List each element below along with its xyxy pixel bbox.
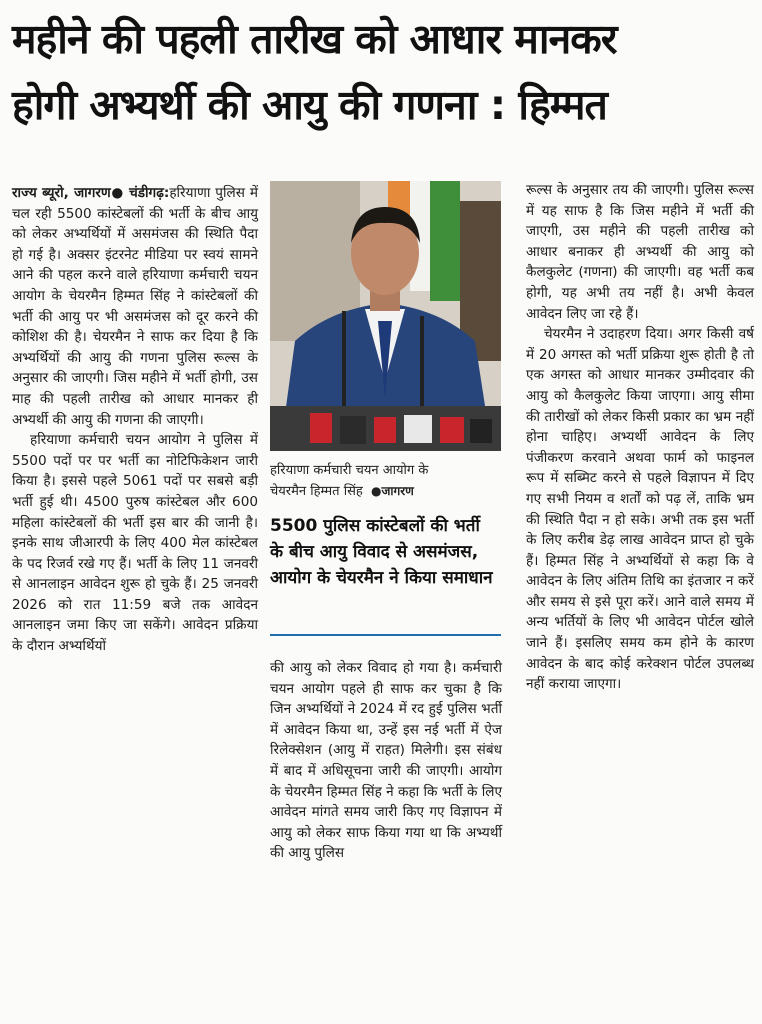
headline-line-2: होगी अभ्यर्थी की आयु की गणना : हिम्मत — [12, 81, 607, 129]
column-3-paragraph-2: चेयरमैन ने उदाहरण दिया। अगर किसी वर्ष में 20 अगस्त को भर्ती प्रक्रिया शुरू होती है तो एक अगस्त को आधार मानकर उम्मीदवार की आयु को कैलकुलेट किया जाएगा। आयु सीमा की तारीखों को लेकर किसी प्रकार का भ्रम नहीं होना चाहिए। अभ्यर्थी आवेदन के लिए पंजीकरण करवाने अथवा फार्म को फाइनल रूप में सब्मिट करने से पहले विज्ञापन में दिए गए सभी नियम व शर्तों को पढ़ लें, ताकि भ्रम की स्थिति पैदा न हो सके। अभी तक इस भर्ती के लिए करीब डेढ़ लाख आवेदन प्राप्त हो चुके हैं। हिम्मत सिंह ने अभ्यर्थियों से कहा कि वे आवेदन के लिए अंतिम तिथि का इंतजार न करें और समय से इसे पूरा करें। आने वाले समय में अन्य भर्तियों के लिए भी आवेदन पोर्टल खोले जाने हैं। इसलिए समय कम होने के कारण आवेदन के बाद कोई करेक्शन पोर्टल उपलब्ध नहीं कराया जाएगा। — [526, 326, 754, 693]
column-3-paragraph-1: रूल्स के अनुसार तय की जाएगी। पुलिस रूल्स में यह साफ है कि जिस महीने में भर्ती की जाएगी, उस महीने की पहली तारीख को आधार बनाकर ही अभ्यर्थी की आयु को कैलकुलेट (गणना) की जाएगी। वह भर्ती कब होगी, यह अभी तय नहीं है। अभी केवल आवेदन लिए जा रहे हैं। — [526, 182, 754, 322]
dateline: राज्य ब्यूरो, जागरण● चंडीगढ़: — [12, 185, 170, 201]
column-1-paragraph-2: हरियाणा कर्मचारी चयन आयोग ने पुलिस में 5500 पदों पर पर भर्ती का नोटिफिकेशन जारी किया है। इससे पहले 5061 पदों पर सबसे बड़ी भर्ती हुई थी। 4500 पुरुष कांस्टेबल और 600 महिला कांस्टेबलों की भर्ती इस बार की जानी है। इनके साथ जीआरपी के लिए 400 मेल कांस्टेबल के पद रिजर्व रखे गए हैं। भर्ती के लिए 11 जनवरी से आनलाइन आवेदन शुरू हो चुके हैं। 25 जनवरी 2026 को रात 11:59 बजे तक आवेदन आनलाइन जमा किए जा सकेंगे। आवेदन प्रक्रिया के दौरान अभ्यर्थियों — [12, 432, 258, 655]
article-column-3 — [526, 180, 754, 695]
caption-line-2: चेयरमैन हिम्मत सिंह — [270, 484, 363, 499]
chairman-photo — [270, 181, 501, 451]
subhead: 5500 पुलिस कांस्टेबलों की भर्ती के बीच आयु विवाद से असमंजस, आयोग के चेयरमैन ने किया समाधान — [270, 516, 493, 588]
headline-line-1: महीने की पहली तारीख को आधार मानकर — [12, 15, 617, 63]
photo-credit: ●जागरण — [371, 484, 414, 498]
column-2-paragraph-1: की आयु को लेकर विवाद हो गया है। कर्मचारी चयन आयोग पहले ही साफ कर चुका है कि जिन अभ्यर्थियों ने 2024 में रद हुई पुलिस भर्ती में आवेदन किया था, उन्हें इस नई भर्ती में ऐज रिलेक्सेशन (आयु में राहत) मिलेगी। इस संबंध में बाद में अधिसूचना जारी की जाएगी। आयोग के चेयरमैन हिम्मत सिंह ने कहा कि भर्ती के लिए आवेदन मांगते समय जारी किए गए विज्ञापन में आयु को लेकर साफ किया गया था कि अभ्यर्थी की आयु पुलिस — [270, 660, 502, 862]
subhead-rule — [270, 634, 501, 636]
headline — [12, 6, 752, 138]
caption-line-1: हरियाणा कर्मचारी चयन आयोग के — [270, 463, 429, 478]
photo-caption — [270, 461, 501, 502]
column-1-paragraph-1: हरियाणा पुलिस में चल रही 5500 कांस्टेबलों की भर्ती के बीच आयु को लेकर अभ्यर्थियों में असमंजस की स्थिति पैदा हो गई है। अक्सर इंटरनेट मीडिया पर स्वयं सामने आने की पहल करने वाले हरियाणा कर्मचारी चयन आयोग के चेयरमैन हिम्मत सिंह ने कांस्टेबलों की भर्ती की आयु पर भी असमंजस को दूर करने की कोशिश की है। चेयरमैन ने साफ कर दिया है कि अभ्यर्थियों की आयु की गणना पुलिस रूल्स के अनुसार की जाएगी। जिस महीने में भर्ती होगी, उस माह की पहली तारीख को आधार मानकर ही अभ्यर्थी की आयु की गणना की जाएगी। — [12, 185, 258, 428]
chairman-photo-illustration — [270, 181, 501, 451]
article-column-1 — [12, 183, 258, 657]
article-column-2 — [270, 658, 502, 864]
